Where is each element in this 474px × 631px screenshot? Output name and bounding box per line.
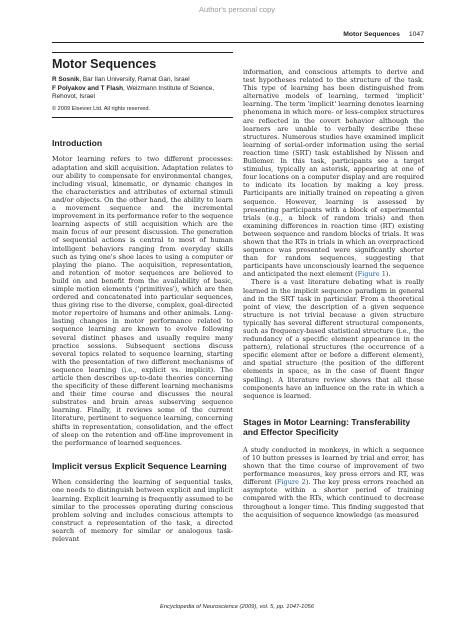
running-header-title: Motor Sequences	[343, 31, 400, 38]
article-header	[52, 52, 233, 118]
article-title: Motor Sequences	[52, 57, 157, 71]
section-heading-introduction: Introduction	[52, 137, 103, 148]
author-name: F Polyakov and T Flash	[52, 84, 124, 92]
article-copyright: © 2009 Elsevier Ltd. All rights reserved.	[52, 105, 151, 112]
section-heading-stages: Stages in Motor Learning: Transferability and Effector Specificity	[243, 416, 411, 438]
figure-1-link[interactable]: Figure 1	[357, 270, 386, 279]
author-line-2	[52, 85, 233, 101]
text-run: A study conducted in monkeys, in which a sequence of 10 button presses is learned by trial and error, has shown that the time course of improvement of two performance measures, key press errors and RT, was different (	[243, 445, 424, 487]
author-line-1	[52, 76, 233, 84]
page-footer-citation: Encyclopedia of Neuroscience (2009), vol. 5, pp. 1047-1056	[159, 604, 315, 610]
author-name: R Sosnik	[52, 76, 80, 84]
copyright-notice-banner: Author's personal copy	[198, 5, 276, 14]
author-affiliation: , Weizmann Institute of Science, Rehovot, Israel	[52, 84, 215, 100]
page-number: 1047	[408, 31, 424, 38]
running-header	[52, 31, 424, 43]
left-column	[52, 52, 233, 543]
author-affiliation: , Bar Ilan University, Ramat Gan, Israel	[79, 76, 190, 84]
body-paragraph	[243, 68, 424, 278]
right-column	[243, 68, 424, 519]
text-run: ). The key press errors reached an asymptote within a shorter period of training compared with the RTs, which continued to decrease throughout a longer time. This finding suggested that the acquisition of sequence knowledge (as measured	[243, 478, 424, 519]
section-heading-implicit-explicit: Implicit versus Explicit Sequence Learning	[52, 460, 227, 471]
body-paragraph: When considering the learning of sequential tasks, one needs to distinguish between explicit and implicit learning. Explicit learning is frequently assumed to be similar to the processes operating during conscious problem solving and includes conscious attempts to construct a representation of the task, a directed search of memory for similar or analogous task-relevant	[52, 478, 233, 544]
text-run: ).	[385, 270, 391, 279]
text-run: information, and conscious attempts to derive and test hypotheses related to the structure of the task. This type of learning has been distinguished from alternative models of learning, termed 'implicit' learning. The term 'implicit' learning denotes learning phenomena in which more- or less-complex structures are reflected in the covert behavior although the learners are unable to verbally describe these structures. Numerous studies have examined implicit learning of serial-order information using the serial reaction time (SRT) task established by Nissen and Bullemer. In this task, participants see a target stimulus, typically an asterisk, appearing at one of four locations on a computer display and are required to indicate its location by making a key press. Participants are initially trained on repeating a given sequence. However, learning is assessed by presenting participants with a block of experimental trials (e.g., a block of random trials) and then examining differences in reaction time (RT) existing between sequence and random blocks of trials. It was shown that the RTs in trials in which an overpracticed sequence was presented were significantly shorter than for random sequences, suggesting that participants have unconsciously learned the sequence and anticipated the next element (	[243, 68, 424, 279]
body-paragraph	[243, 446, 424, 519]
body-paragraph: There is a vast literature debating what is really learned in the implicit sequence paradigm in general and in the SRT task in particular. From a theoretical point of view, the description of a given sequence structure is not trivial because a given structure typically has several different structural components, such as frequency-based statistical structure (i.e., the redundancy of a specific element appearance in the pattern), relational structures (the occurrence of a specific element after or before a different element), and spatial structure (the position of the different elements in space, as in the case of fluent finger spelling). A literature review shows that all these components have an influence on the rate in which a sequence is learned.	[243, 278, 424, 400]
figure-2-link[interactable]: Figure 2	[276, 478, 306, 487]
body-paragraph: Motor learning refers to two different processes: adaptation and skill acquisition. Adaptation relates to our ability to compensate for environmental changes, including visual, kinematic, or dynamic changes in the characteristics and attributes of external stimuli and/or objects. On the other hand, the ability to learn a movement sequence and the incremental improvement in its performance refer to the sequence learning aspects of still acquisition which are the main focus of our present discussion. The generation of sequential actions is central to most of human intelligent behaviors ranging from everyday skills such as tying one's shoe laces to using a computer or playing the piano. The acquisition, representation, and retention of motor sequences are believed to build on and benefit from the availability of basic, simple motion elements ('primitives'), which are then ordered and concatenated into particular sequences, thus giving rise to the diverse, complex, goal-directed motor repertoire of humans and other animals. Long-lasting changes in motor performance related to sequence learning are known to evolve following several distinct phases and usually require many practice sessions. Subsequent sections discuss several topics related to sequence learning, starting with the presentation of two different mechanisms of sequence learning (i.e., explicit vs. implicit). The article then describes up-to-date theories concerning the specificity of these different learning mechanisms and their time course and discusses the neural substrates and brain areas subserving sequence learning. Finally, it reviews some of the current literature, pertinent to sequence learning, concerning shifts in representation, consolidation, and the effect of sleep on the retention and off-line improvement in the performance of learned sequences.	[52, 155, 233, 447]
